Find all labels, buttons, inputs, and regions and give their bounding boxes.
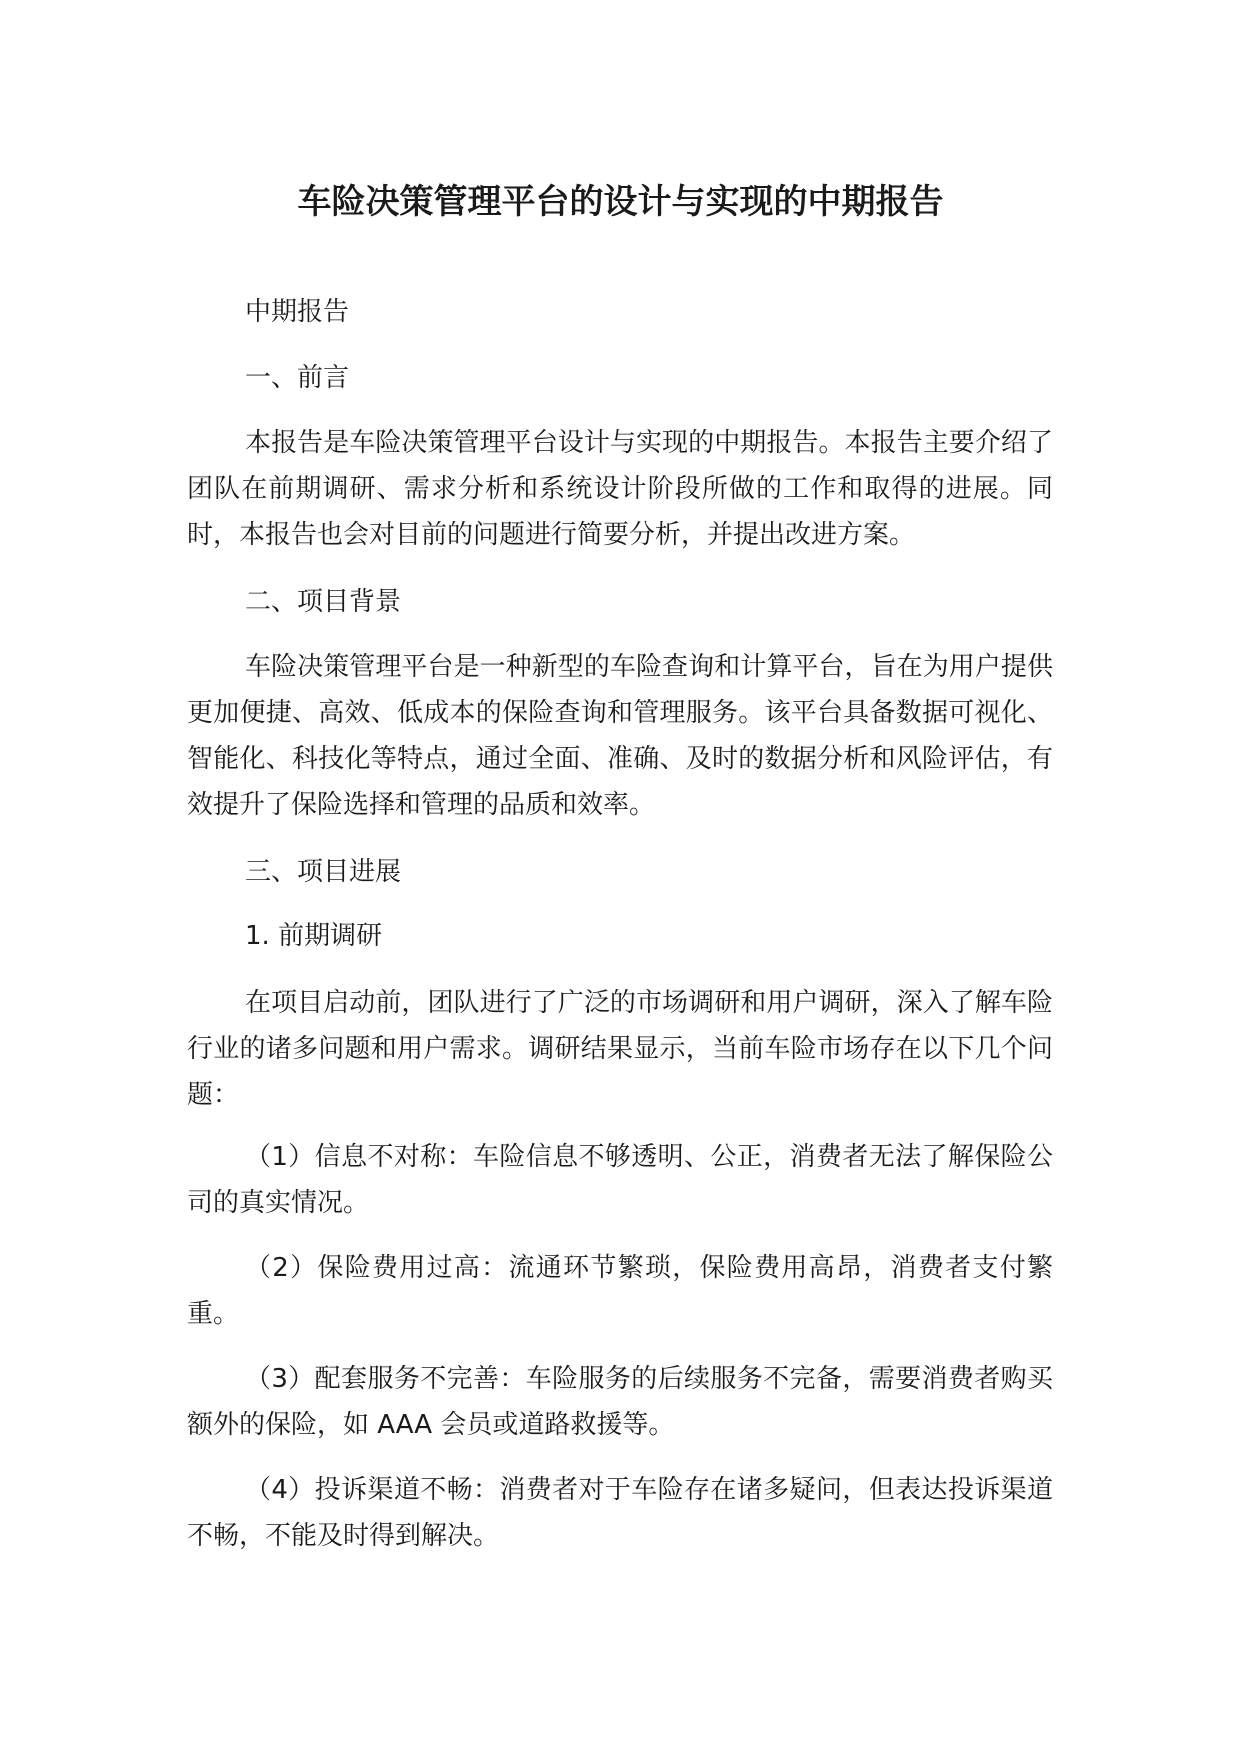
issue-3: （3）配套服务不完善：车险服务的后续服务不完备，需要消费者购买额外的保险，如 AAA 会员或道路救援等。	[187, 1364, 1053, 1440]
progress-heading: 三、项目进展	[245, 857, 402, 887]
preface-paragraph: 本报告是车险决策管理平台设计与实现的中期报告。本报告主要介绍了团队在前期调研、需求分析和系统设计阶段所做的工作和取得的进展。同时，本报告也会对目前的问题进行简要分析，并提出改进方案。	[187, 428, 1053, 550]
issue-2: （2）保险费用过高：流通环节繁琐，保险费用高昂，消费者支付繁重。	[187, 1253, 1053, 1329]
background-heading: 二、项目背景	[245, 587, 402, 617]
research-paragraph: 在项目启动前，团队进行了广泛的市场调研和用户调研，深入了解车险行业的诸多问题和用户需求。调研结果显示，当前车险市场存在以下几个问题：	[187, 988, 1053, 1110]
report-heading: 中期报告	[245, 297, 350, 327]
research-heading: 1. 前期调研	[245, 921, 383, 951]
issue-1: （1）信息不对称：车险信息不够透明、公正，消费者无法了解保险公司的真实情况。	[187, 1142, 1053, 1218]
issue-4: （4）投诉渠道不畅：消费者对于车险存在诸多疑问，但表达投诉渠道不畅，不能及时得到解决。	[187, 1475, 1053, 1551]
document-title: 车险决策管理平台的设计与实现的中期报告	[297, 182, 944, 222]
background-paragraph: 车险决策管理平台是一种新型的车险查询和计算平台，旨在为用户提供更加便捷、高效、低成本的保险查询和管理服务。该平台具备数据可视化、智能化、科技化等特点，通过全面、准确、及时的数据分析和风险评估，有效提升了保险选择和管理的品质和效率。	[187, 652, 1053, 820]
preface-heading: 一、前言	[245, 363, 350, 393]
